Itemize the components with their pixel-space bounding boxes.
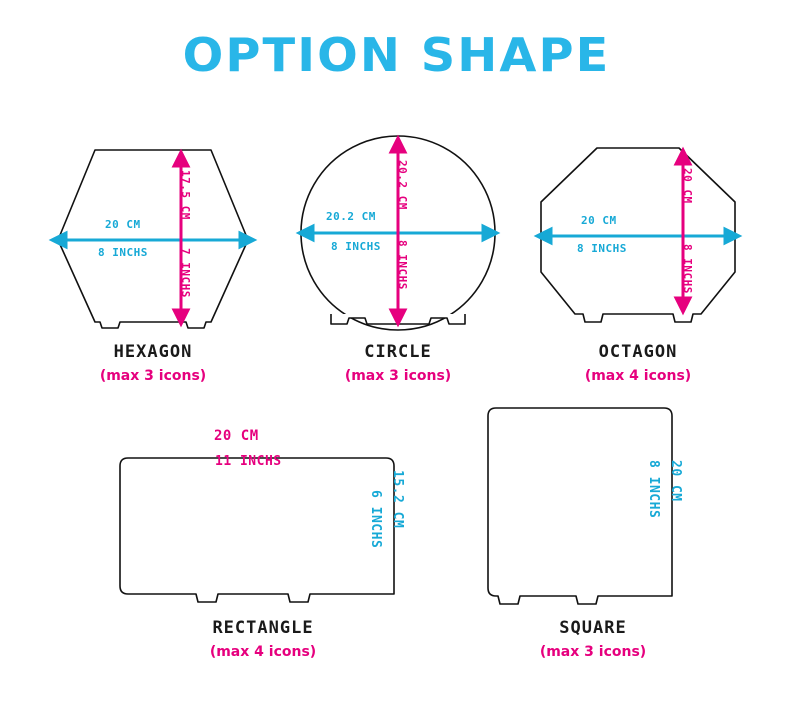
- hexagon-title: HEXAGON: [113, 342, 193, 362]
- hexagon-height-in: 7 INCHS: [179, 248, 192, 298]
- shape-card-rectangle: [108, 428, 418, 668]
- octagon-icons-note: (max 4 icons): [584, 368, 692, 384]
- hexagon-width-cm: 20 CM: [105, 218, 141, 231]
- square-outline: [478, 400, 708, 615]
- square-icons-note: (max 3 icons): [539, 644, 647, 660]
- page-title: OPTION SHAPE: [182, 28, 611, 82]
- rectangle-width-cm: 20 CM: [214, 428, 259, 444]
- circle-height-in: 8 INCHS: [396, 240, 409, 290]
- rectangle-icons-note: (max 4 icons): [209, 644, 317, 660]
- hexagon-height-cm: 17.5 CM: [179, 170, 192, 220]
- hexagon-width-in: 8 INCHS: [98, 246, 148, 259]
- circle-icons-note: (max 3 icons): [344, 368, 452, 384]
- square-height-cm: 20 CM: [668, 460, 683, 502]
- octagon-width-in: 8 INCHS: [577, 242, 627, 255]
- hexagon-height-arrow-icon: [48, 140, 258, 340]
- circle-width-in: 8 INCHS: [331, 240, 381, 253]
- octagon-height-cm: 20 CM: [681, 168, 694, 204]
- shape-card-hexagon: [48, 140, 258, 390]
- circle-height-cm: 20.2 CM: [396, 160, 409, 210]
- rectangle-height-in: 6 INCHS: [368, 490, 383, 549]
- shape-card-circle: [293, 128, 503, 390]
- circle-title: CIRCLE: [364, 342, 432, 362]
- shape-card-octagon: [533, 140, 743, 390]
- hexagon-icons-note: (max 3 icons): [99, 368, 207, 384]
- circle-width-cm: 20.2 CM: [326, 210, 376, 223]
- octagon-title: OCTAGON: [598, 342, 678, 362]
- octagon-width-cm: 20 CM: [581, 214, 617, 227]
- octagon-height-in: 8 INCHS: [681, 244, 694, 294]
- rectangle-title: RECTANGLE: [212, 618, 314, 638]
- octagon-height-arrow-icon: [533, 140, 743, 340]
- shape-card-square: [478, 400, 708, 665]
- square-title: SQUARE: [559, 618, 627, 638]
- square-height-in: 8 INCHS: [646, 460, 661, 519]
- rectangle-width-in: 11 INCHS: [215, 454, 282, 469]
- rectangle-height-cm: 15.2 CM: [390, 470, 405, 529]
